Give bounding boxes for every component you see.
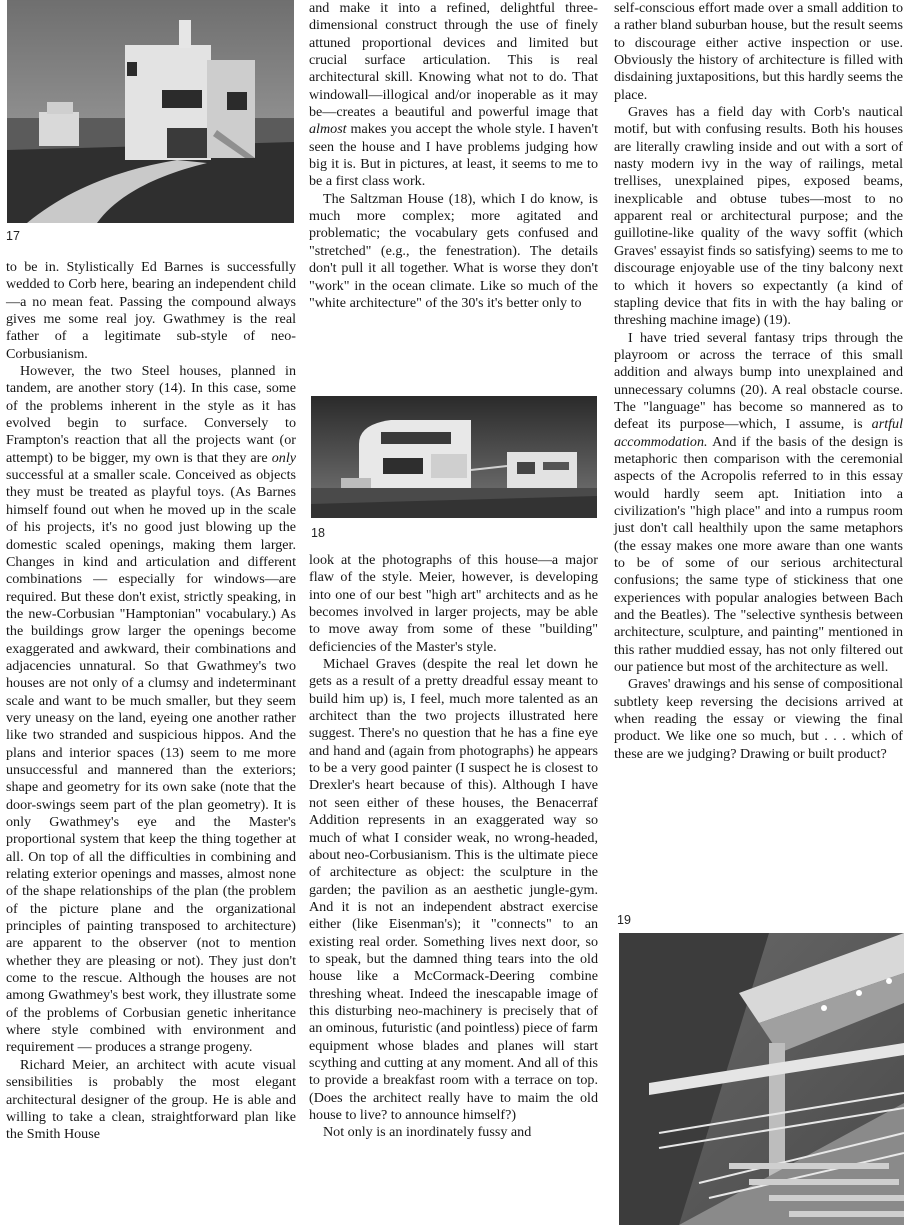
- col1-paragraph-2: [6, 363, 296, 1057]
- figure-19-number: 19: [617, 913, 631, 927]
- col2-p1-text-c: makes you accept the whole style. I haven't seen the house and I have problems judging how big it is. But in pictures, at least, it seems to me to be a first class work.: [309, 121, 598, 190]
- col3-paragraph-1: self-conscious effort made over a small addition to a rather bland suburban house, but the result seems to discourage either active inspection or use. Obviously the history of architecture is filled with disdaining juxtapositions, but this hardly seems the place.: [614, 0, 903, 103]
- col3-paragraph-4: Graves' drawings and his sense of compositional subtlety keep reversing the decisions arrived at when reading the essay or viewing the final product. We like one so much, but . . . which of these are we judging? Drawing or built product?: [614, 676, 903, 762]
- col1-p2-text-c: successful at a smaller scale. Conceived as objects they must be treated as playful toys. (As Barnes himself found out when he moved up in the scale of his projects, it's no good just blowing up the domestic scaled openings, making them larger. Changes in kind and articulation and different combinations — especially for windows—are required. But these don't exist, strictly speaking, in the new-Corbusian "Hamptonian" vocabulary.) As the buildings grow larger the openings become exaggerated and awkward, their combinations and adjacencies unnatural. So that Gwathmey's two houses are not only of a clumsy and indeterminant scale and want to be much smaller, but they seem very uneasy on the land, eyeing one another rather like two stranded and suspicious hippos. And the plans and interior spaces (13) seem to me more unsuccessful and mannered than the exteriors; shape and geometry for its own sake (note that the door-swings seem part of the plan geometry). It is only Gwathmey's eye and the Master's proportional system that keep the thing together at all. On top of all the difficulties in combining and relating exterior openings and masses, almost none of the shape relationships of the plan (the problem of the picture plane and the organizational principles of painting transposed to architecture) are apparent to the observer (not to mention whether they are pleasing or not). They just don't come to the rescue. Although the houses are not among Gwathmey's best work, they illustrate some of the problems of Corbusian genetic inheritance where style combined with environment and requirement — produces a strange progeny.: [6, 467, 296, 1056]
- figure-19-photo: [619, 933, 904, 1225]
- col3-p3-text-c: And if the basis of the design is metaphoric then comparison with the ceremonial aspects of the Acropolis referred to in this essay would hardly seem apt. Initiation into a civilization's "high place" and into a rumpus room just don't call healthily upon the same metaphors (the essay makes one more aware than one wants to be of some of our serious architectural confusions; the same type of stickiness that one experiences with popular analogies between Bach and the Beatles). The "selective synthesis between architecture, sculpture, and painting" mentioned in this rather muddied essay, has not only filtered out our patience but most of the architecture as well.: [614, 433, 903, 676]
- col1-paragraph-3: Richard Meier, an architect with acute visual sensibilities is probably the most elegant architectural designer of the group. He is able and willing to take a clean, straightforward plan like the Smith House: [6, 1056, 296, 1143]
- text-column-2-top: [309, 0, 598, 312]
- col3-paragraph-3: [614, 330, 903, 677]
- col2-paragraph-3: look at the photographs of this house—a major flaw of the style. Meier, however, is developing into one of our best "high art" architects and as he becomes involved in larger projects, may be able to move away from some of these "building" deficiencies of the Master's style.: [309, 552, 598, 655]
- figure-18-number: 18: [311, 526, 325, 540]
- col3-paragraph-2: Graves has a field day with Corb's nautical motif, but with confusing results. Both his houses are literally crawling inside and out with a sort of nasty modern ivy in the way of railings, metal trellises, unexplained pipes, exposed beams, inexplicable and obtuse tubes—most to no apparent real or architectural purpose; and the guillotine-like quality of the wavy soffit (which Graves' essayist finds so satisfying) seems to me to discourage enjoyable use of the tiny balcony next to which it hovers so expectantly (a kind of stapling device that fits in with the hay baling or threshing machine image) (19).: [614, 104, 903, 329]
- col2-p1-italic: almost: [309, 121, 347, 138]
- text-column-1: [6, 259, 296, 1144]
- col2-paragraph-4: Michael Graves (despite the real let down he gets as a result of a pretty dreadful essay meant to build him up) is, I feel, much more talented as an architect than the two projects illustrated here suggest. There's no question that he has a fine eye and hand and (again from photographs) he appears to be a very good painter (I suspect he is closest to Drexler's heart because of this). Although I have not seen either of these houses, the Benacerraf Addition represents in an exaggerated way so much of what I consider weak, no wrong-headed, about neo-Corbusianism. This is the ultimate piece of architecture as object: the sculpture in the garden; the pavilion as an aesthetic jungle-gym. And it is not an independent abstract exercise either (like Eisenman's); it "connects" to an existing real order. Something lives next door, so to speak, but the damned thing tears into the old house like a McCormack-Deering combine threshing wheat. Indeed the inescapable image of this disturbing neo-machinery is precisely that of an ominous, futuristic (and pointless) piece of farm equipment whose blades and planes will start scything and cutting at any moment. And all of this to provide a breakfast room with a terrace on top. (Does the architect really have to maim the old house to live? to announce himself?): [309, 656, 598, 1123]
- col1-p2-text-a: However, the two Steel houses, planned in tandem, are another story (14). In this case, some of the problems inherent in the style as it has evolved begin to surface. Conversely to Frampton's reaction that all the projects want (or attempt) to be bigger, my own is that they are: [6, 363, 296, 466]
- figure-18-photo: [311, 396, 597, 518]
- col1-paragraph-1: to be in. Stylistically Ed Barnes is successfully wedded to Corb here, bearing an independent child—a no mean feat. Passing the compound always gives me some real joy. Gwathmey is the real father of a legitimate sub-style of neo-Corbusianism.: [6, 259, 296, 362]
- col1-p2-italic: only: [271, 449, 296, 466]
- text-column-3: [614, 0, 903, 763]
- col2-paragraph-1: [309, 0, 598, 191]
- figure-17-photo: [7, 0, 294, 223]
- figure-17-number: 17: [6, 229, 20, 243]
- col3-p3-italic: artful accommodation.: [614, 416, 903, 450]
- col3-p3-text-a: I have tried several fantasy trips through the playroom or across the terrace of this small addition and always bump into unexplained and unnecessary columns (20). A real obstacle course. The "language" has become so mannered as to defeat its purpose—which, I assume, is: [614, 329, 903, 433]
- col2-paragraph-5: Not only is an inordinately fussy and: [323, 1124, 532, 1141]
- text-column-2-bottom: [309, 552, 598, 1142]
- col2-paragraph-2: The Saltzman House (18), which I do know, is much more complex; more agitated and problematic; the vocabulary gets confused and "stretched" (e.g., the fenestration). The details don't pull it all together. What is worse they don't "work" in the ocean climate. Like so much of the "white architecture" of the 30's it's better only to: [309, 190, 598, 311]
- col2-p1-text-a: and make it into a refined, delightful three-dimensional construct through the use of finely attuned proportional devices and limited but crucial surface articulation. This is real architectural skill. Knowing what not to do. That windowall—illogical and/or inoperable as it may be—creates a beautiful and powerful image that: [309, 0, 598, 121]
